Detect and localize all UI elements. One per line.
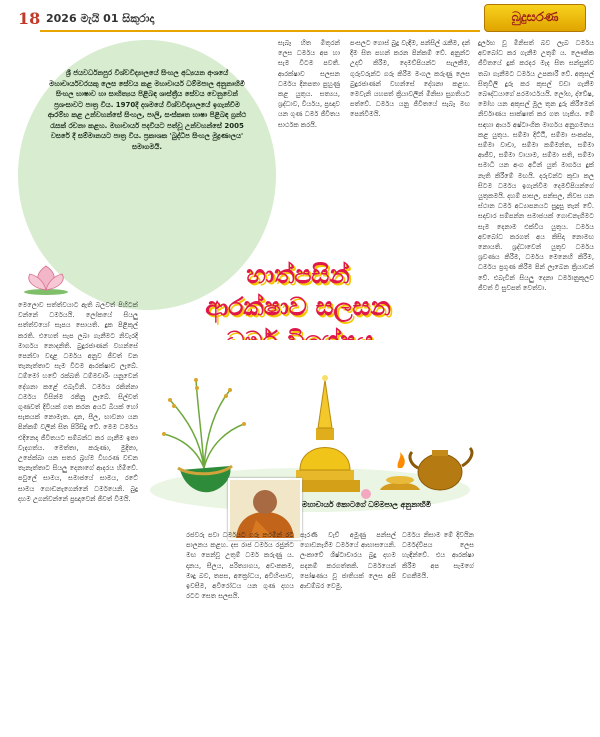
page-number: 18	[18, 9, 41, 28]
title-line-2: ආරක්ෂාව සලසන	[205, 292, 391, 321]
header-rule	[40, 30, 480, 32]
page-header	[0, 0, 600, 30]
article-column-4: දුර්ලභ වූ මිනිසත් බව ලැබ ධර්මය අවබෝධ කර ගැනීම උතුම් ය. ලෞකික ජීවිතයේ දුක් කරදර මැද සිත සන්සුන්ව තබා ගැනීමට ධර්මය උපකාරී වේ. අකුසල් සිතුවිලි දුරු කර කුසල් වඩා ගැනීම බෞද්ධයාගේ පරමාර්ථයයි. ලෝභ, ද්වේෂ, මෝහ යන අකුසල් මූල තුන දුරු කිරීමෙන් නිර්වාණය සාක්ෂාත් කර ගත හැකිය. මේ සඳහා ආර්ය අෂ්ටාංගික මාර්ගය අනුගමනය කළ යුතුය. සම්මා දිට්ඨි, සම්මා සංකප්ප, සම්මා වාචා, සම්මා කම්මන්ත, සම්මා ආජීව, සම්මා වායාම, සම්මා සති, සම්මා සමාධි යන අංග අටින් යුත් මාර්ගය දුක් නැති කිරීමේ මඟයි. දරුවන්ට කුඩා කල සිටම ධර්මය ඉගැන්වීම දෙමව්පියන්ගේ යුතුකමයි. දහම් පාසල, පන්සල, නිවස යන ස්ථාන ධර්ම අධ්‍යාපනයට සුදුසු තැන් වේ. සදාචාර සම්පන්න සමාජයක් ගොඩනැගීමට සැම දෙනාම එක්විය යුතුය. ධර්මය අවබෝධ කරගත් අය කිසිදා නොමඟ නොයති. ශ්‍රද්ධාවෙන් යුතුව ධර්මය ශ්‍රවණය කිරීම, ධර්මය මෙනෙහි කිරීම, ධර්මය ප්‍රගුණ කිරීම පින් ලැබෙන ක්‍රියාවන් වේ. එබැවින් සියලු දෙනා ධර්මානුකූලව ජීවත් වී සුවපත් වෙත්වා.	[478, 39, 594, 292]
issue-date: 2026 මැයි 01 සිකුරාදා	[46, 12, 155, 25]
article-column-1: මෙලොව සත්ත්වයාට ඇති බලවත් පිහිටක් වන්නේ ධර්මයයි. ලෝකයේ සියලු සත්ත්වයෝ සැපය සොයති. දුක පිළිකුල් කරති. එහෙත් සැප ලබා ගැනීමට නිවැරදි මාර්ගය නොදනිති. බුදුරජාණන් වහන්සේ පෙන්වා වදාළ ධර්මය අනුව ජීවත් වන තැනැත්තාට සැම විටම ආරක්ෂාව ලැබේ. ධම්මෝ හවේ රක්ඛති ධම්මචාරිං යනුවෙන් දේශනා කළේ එබැවිනි. ධර්මය රකින්නා ධර්මය විසින්ම රකිනු ලැබේ. සිල්වත් ගුණවත් දිවියක් ගත කරන අයට බියක් හෝ සැකයක් නොමැත. දාන, සීල, භාවනා යන පින්කම් වලින් සිත පිරිසිදු වේ. මෙම ධර්මය එදිනෙදා ජීවිතයට සම්බන්ධ කර ගැනීම ඉතා වැදගත්ය. මෙත්තා, කරුණා, මුදිතා, උපේක්ඛා යන සතර බ්‍රහ්ම විහරණ වඩන තැනැත්තාට සියලු දෙනාගේ ආදරය හිමිවේ. පවුලේ සාමය, සමාජයේ සාමය, රටේ සාමය ගොඩනැගෙන්නේ ධර්මයෙනි. බුදු දහම උගන්වන්නේ ප්‍රඥාවෙන් ජීවත් වීමයි.	[18, 301, 138, 503]
intro-text: ශ්‍රී ජයවර්ධනපුර විශ්වවිද්‍යාලයේ සිංහල අධ්‍යයන අංශයේ මහාචාර්යවරයකු ලෙස සේවය කළ මහාචාර්ය ධම්මපාල අනුනාහිමි සිංහල භාෂාව හා සාහිත්‍යය පිළිබඳ ශාස්ත්‍රීය සේවය වෙනුවෙන් ප්‍රශංසාවට පාත්‍ර විය. 1970දී දශමයේ විශ්වවිද්‍යාලයේ ඉගැන්වීම ආරම්භ කළ උන්වහන්සේ සිංහල, පාලි, සංස්කෘත භාෂා පිළිබඳ ග්‍රන්ථ රැසක් රචනා කළහ. මහාචාර්ය පදවියට පත්වූ උන්වහන්සේ 2005 වසරේ දී සම්මානයට පාත්‍ර විය. ප්‍රකාශක 'බුද්ධිප සිංහල මුද්‍රණාලය' සමාගමයි.	[47, 69, 247, 151]
article-column-5: රජවරු පවා ධර්මයට ගරු කරමින් රට පාලනය කළහ. දස රාජ ධර්මය රජුන්ට මඟ පෙන්වූ උතුම් ධර්ම කරුණු ය. දානය, සීලය, පරිත්‍යාගය, අවංකකම, මෘදු බව, තපස, අක්‍රෝධය, අවිහිංසාව, ඉවසීම, අවිරෝධය යන ගුණ දහය රටට සෙත සලසයි.	[186, 531, 294, 601]
article-column-3: පංසලට ගොස් බුදු වැඳීම, පන්සිල් රැකීම, දන් දීම සිත පහන් කරන පින්කම් වේ. අනුන්ට උදව් කිරීම, දෙමව්පියන්ට සැලකීම, ගුරුවරුන්ට ගරු කිරීම මංගල කරුණු ලෙස බුදුරජාණන් වහන්සේ දේශනා කළහ. මෙවැනි යහපත් ක්‍රියාවලින් මිනිසා සුගතියට පත්වේ. ධර්මය යනු ජීවිතයේ සැබෑ මඟ පෙන්වීමයි.	[350, 39, 470, 119]
article-column-2: සැබෑ හිත මිතුරන් ලෙස ධර්මය අප හා සැම විටම පවතී. ආරක්ෂාව සලසන ධර්මය දිනපතා පුහුණු කළ යුතුය. සත්‍යය, ශ්‍රද්ධාව, වීර්යය, ප්‍රඥාව යන ගුණ ධර්ම ජීවිතය සාර්ථක කරයි.	[278, 39, 340, 129]
lotus-icon	[22, 262, 70, 296]
article-column-7: ධර්මය නිසාම මේ දිවයින ධර්මද්වීපය ලෙස හැඳින්වේ. එය ආරක්ෂා කිරීම අප සැමගේ වගකීමයි.	[402, 531, 474, 580]
offering-illustration	[140, 340, 476, 516]
article-column-6: පැරණි වැව් අමුණු පන්සල් ගොඩනැගීම ධර්මයේ ආභාසයෙනි. ලංකාවේ ශිෂ්ටාචාරය බුදු දහම පදනම් කරගත්තකි. ධර්මයෙන් පෝෂණය වූ ජාතියක් ලෙස අපි ආඩම්බර වෙමු.	[300, 531, 396, 591]
newspaper-logo: බුදුසරණ	[484, 4, 586, 32]
title-line-1: හාත්පසින්	[246, 260, 350, 289]
author-caption: මහාචාර්ය කොටගේ ධම්මපාල අනුනාහිමි	[302, 500, 432, 509]
